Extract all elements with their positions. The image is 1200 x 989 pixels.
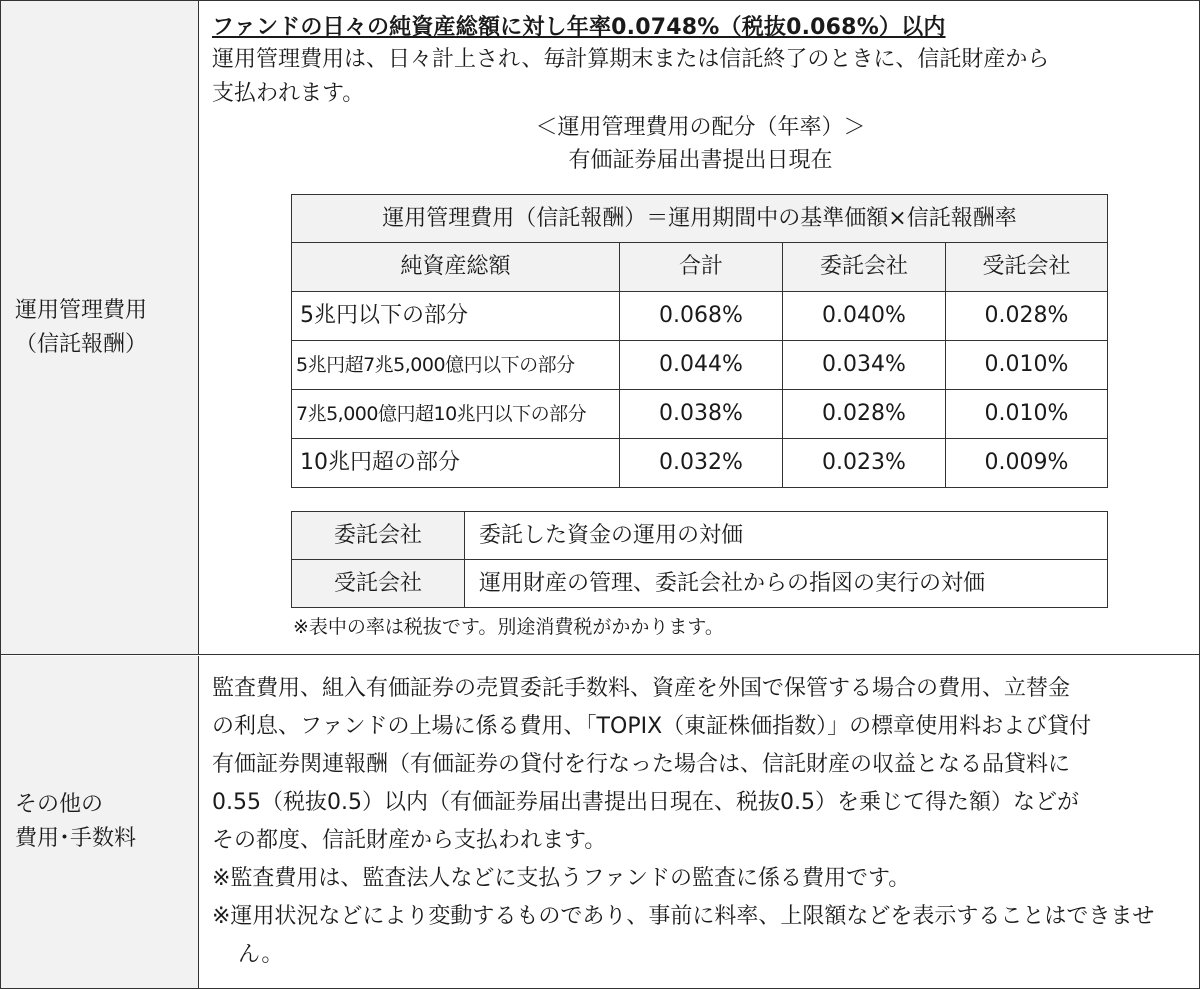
column-header-total: 合計 — [620, 243, 783, 292]
total-rate: 0.044% — [620, 341, 783, 390]
as-of-date: 有価証券届出書提出日現在 — [568, 148, 833, 173]
other-fees-row — [1, 656, 1199, 988]
total-rate: 0.038% — [620, 390, 783, 439]
tier-label: 5兆円以下の部分 — [292, 292, 620, 341]
consignor-rate: 0.040% — [783, 292, 946, 341]
audit-fee-note: ※監査費用は、監査法人などに支払うファンドの監査に係る費用です。 — [212, 866, 911, 891]
role-name: 委託会社 — [292, 512, 465, 560]
trust-fee-label-line2: （信託報酬） — [15, 331, 148, 357]
role-description: 委託した資金の運用の対価 — [465, 512, 1108, 560]
table-row — [292, 341, 1108, 390]
consignor-rate: 0.028% — [783, 390, 946, 439]
role-description: 運用財産の管理、委託会社からの指図の実行の対価 — [465, 560, 1108, 608]
table-row — [292, 292, 1108, 341]
consignor-rate: 0.034% — [783, 341, 946, 390]
other-fees-label-cell — [1, 656, 199, 988]
role-name: 受託会社 — [292, 560, 465, 608]
other-fees-text-line: その都度、信託財産から支払われます。 — [212, 828, 607, 853]
tier-label: 7兆5,000億円超10兆円以下の部分 — [292, 390, 620, 439]
column-header-consignor: 委託会社 — [783, 243, 946, 292]
header-row — [292, 243, 1108, 292]
formula-row — [292, 195, 1108, 243]
role-row — [292, 512, 1108, 560]
variable-fee-note: ※運用状況などにより変動するものであり、事前に料率、上限額などを表示することはできません。 — [212, 904, 1155, 967]
allocation-title: ＜運用管理費用の配分（年率）＞ — [535, 115, 866, 140]
trust-fee-description-line1: 運用管理費用は、日々計上され、毎計算期末または信託終了のときに、信託財産から — [212, 47, 1050, 72]
other-fees-text-line: 監査費用、組入有価証券の売買委託手数料、資産を外国で保管する場合の費用、立替金 — [212, 676, 1071, 701]
trust-fee-label-line1: 運用管理費用 — [15, 297, 148, 323]
tier-label: 10兆円超の部分 — [292, 439, 620, 488]
tier-label: 5兆円超7兆5,000億円以下の部分 — [292, 341, 620, 390]
column-header-net-assets: 純資産総額 — [292, 243, 620, 292]
consignor-rate: 0.023% — [783, 439, 946, 488]
other-fees-text-line: 有価証券関連報酬（有価証券の貸付を行なった場合は、信託財産の収益となる品貸料に — [212, 752, 1071, 777]
other-fees-label-line2: 費用･手数料 — [15, 826, 137, 851]
fee-allocation-table — [291, 194, 1108, 488]
trustee-rate: 0.010% — [946, 341, 1108, 390]
column-header-trustee: 受託会社 — [946, 243, 1108, 292]
trust-fee-row — [1, 1, 1199, 655]
fee-formula: 運用管理費用（信託報酬）＝運用期間中の基準価額×信託報酬率 — [292, 195, 1108, 243]
other-fees-text-line: の利息、ファンドの上場に係る費用、「TOPIX（東証株価指数）」の標章使用料および貸付 — [212, 714, 1092, 739]
total-rate: 0.068% — [620, 292, 783, 341]
trust-fee-description-line2: 支払われます。 — [212, 81, 365, 106]
role-row — [292, 560, 1108, 608]
trustee-rate: 0.010% — [946, 390, 1108, 439]
trust-fee-label-cell — [1, 1, 199, 654]
other-fees-text-line: 0.55（税抜0.5）以内（有価証券届出書提出日現在、税抜0.5）を乗じて得た額）などが — [212, 790, 1079, 815]
tax-footnote: ※表中の率は税抜です。別途消費税がかかります。 — [293, 616, 724, 638]
role-description-table — [291, 511, 1108, 608]
other-fees-content-cell — [200, 656, 1199, 988]
trustee-rate: 0.028% — [946, 292, 1108, 341]
total-rate: 0.032% — [620, 439, 783, 488]
trust-fee-headline: ファンドの日々の純資産総額に対し年率0.0748%（税抜0.068%）以内 — [212, 15, 946, 40]
table-row — [292, 439, 1108, 488]
trustee-rate: 0.009% — [946, 439, 1108, 488]
table-row — [292, 390, 1108, 439]
trust-fee-content-cell — [200, 1, 1199, 654]
other-fees-label-line1: その他の — [15, 792, 104, 817]
